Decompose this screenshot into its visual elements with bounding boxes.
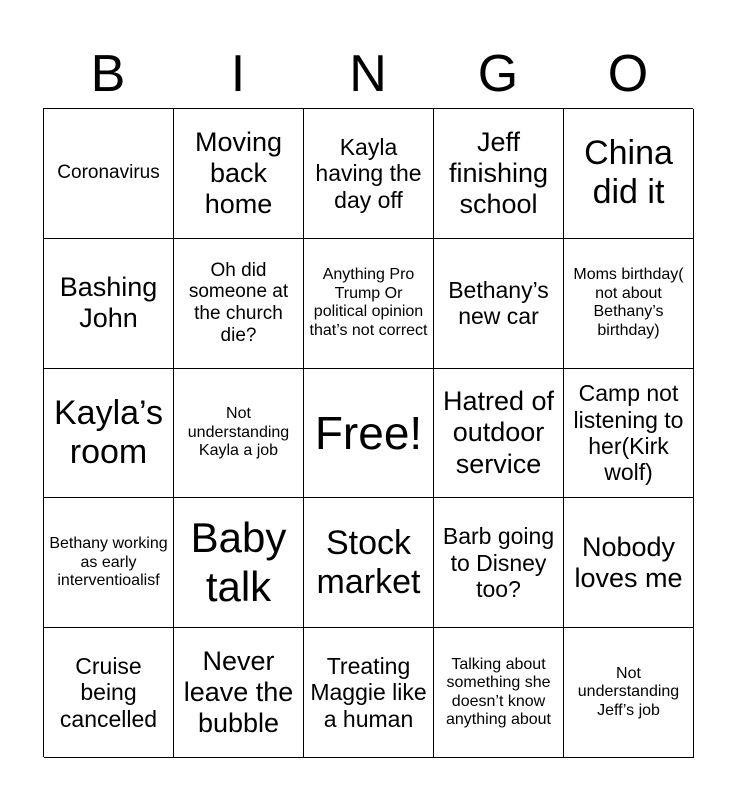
bingo-cell[interactable]: Baby talk bbox=[174, 498, 304, 628]
header-letter-o: O bbox=[607, 45, 649, 103]
bingo-cell[interactable]: Camp not listening to her(Kirk wolf) bbox=[564, 369, 694, 499]
bingo-cell[interactable]: Barb going to Disney too? bbox=[434, 498, 564, 628]
bingo-cell[interactable]: Bethany’s new car bbox=[434, 239, 564, 369]
bingo-cell[interactable]: Hatred of outdoor service bbox=[434, 369, 564, 499]
bingo-cell[interactable]: Coronavirus bbox=[44, 109, 174, 239]
free-space[interactable]: Free! bbox=[304, 369, 434, 499]
header-letter-g: G bbox=[477, 45, 519, 103]
bingo-cell[interactable]: Never leave the bubble bbox=[174, 628, 304, 758]
bingo-header bbox=[43, 40, 693, 108]
bingo-cell[interactable]: Moving back home bbox=[174, 109, 304, 239]
bingo-cell[interactable]: Talking about something she doesn’t know anything about bbox=[434, 628, 564, 758]
bingo-cell[interactable]: Moms birthday( not about Bethany’s birthday) bbox=[564, 239, 694, 369]
bingo-cell[interactable]: Stock market bbox=[304, 498, 434, 628]
bingo-cell[interactable]: Bethany working as early interventioalisf bbox=[44, 498, 174, 628]
header-letter-i: I bbox=[230, 45, 246, 103]
bingo-cell[interactable]: Jeff finishing school bbox=[434, 109, 564, 239]
bingo-cell[interactable]: Oh did someone at the church die? bbox=[174, 239, 304, 369]
bingo-cell[interactable]: Bashing John bbox=[44, 239, 174, 369]
bingo-cell[interactable]: Cruise being cancelled bbox=[44, 628, 174, 758]
bingo-cell[interactable]: Anything Pro Trump Or political opinion that’s not correct bbox=[304, 239, 434, 369]
bingo-cell[interactable]: Kayla having the day off bbox=[304, 109, 434, 239]
bingo-cell[interactable]: Not understanding Kayla a job bbox=[174, 369, 304, 499]
bingo-board bbox=[43, 108, 693, 757]
bingo-cell[interactable]: Nobody loves me bbox=[564, 498, 694, 628]
bingo-cell[interactable]: Not understanding Jeff’s job bbox=[564, 628, 694, 758]
bingo-cell[interactable]: Kayla’s room bbox=[44, 369, 174, 499]
header-letter-n: N bbox=[349, 45, 387, 103]
bingo-cell[interactable]: China did it bbox=[564, 109, 694, 239]
bingo-cell[interactable]: Treating Maggie like a human bbox=[304, 628, 434, 758]
header-letter-b: B bbox=[90, 45, 126, 103]
